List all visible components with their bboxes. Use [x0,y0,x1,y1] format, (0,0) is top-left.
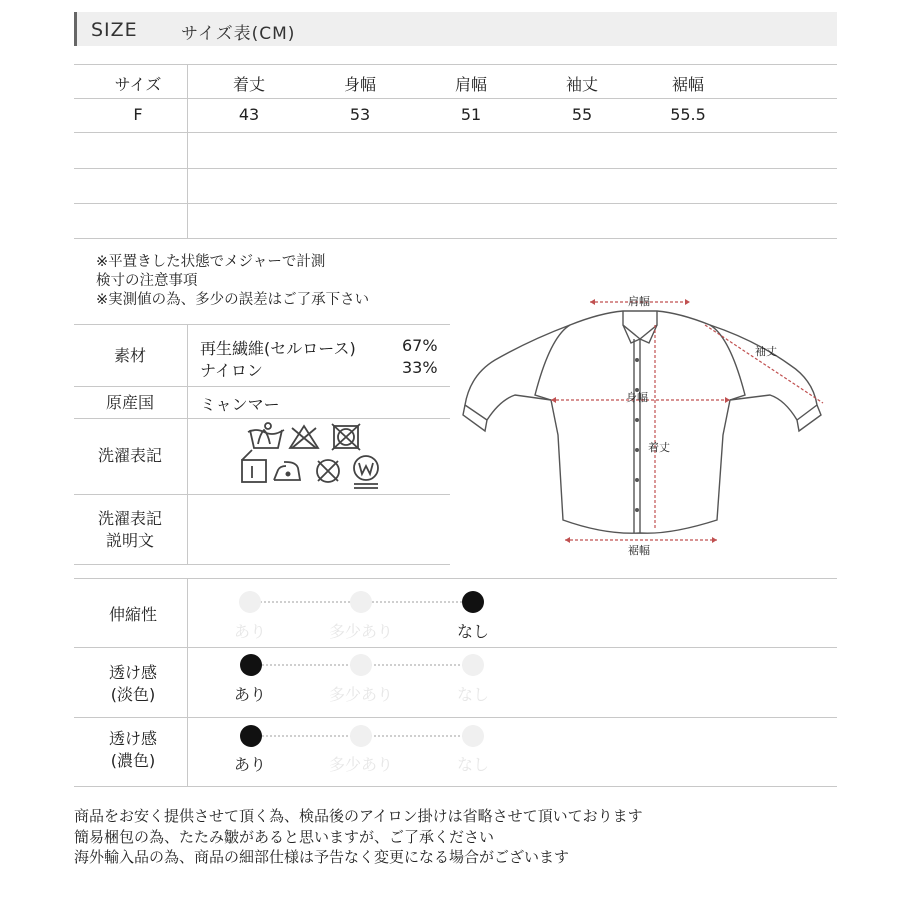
table-divider [74,494,450,495]
scale-dot-yes [240,725,262,747]
iron-low-icon [274,462,300,480]
footer-line: 簡易梱包の為、たたみ皺があると思いますが、ご了承ください [74,828,495,846]
table-divider [74,418,450,419]
table-divider [74,647,837,648]
table-divider [74,98,837,99]
table-cell: 43 [238,105,260,124]
scale-dot-yes [240,654,262,676]
header-cell: 着丈 [232,75,265,94]
scale-option: あり [233,685,266,704]
garment-diagram [455,285,835,565]
table-divider [187,578,188,786]
scale-option: なし [456,685,489,704]
wet-clean-gentle-icon [354,456,378,488]
scale-dot-yes [239,591,261,613]
material-pct: 67% [402,336,438,355]
care-desc-label: 洗濯表記 [97,509,162,528]
table-divider [74,324,450,325]
table-cell: 51 [460,105,482,124]
origin-label: 原産国 [105,393,154,412]
scale-option: なし [456,755,489,774]
hand-wash-icon [248,423,284,448]
header-cell: 肩幅 [454,75,487,94]
table-divider [74,64,837,65]
scale-label: 透け感 [108,729,157,748]
no-dry-clean-icon [317,460,339,482]
scale-option: あり [233,622,266,641]
measure-lines [551,302,823,540]
header-cell: 身幅 [343,75,376,94]
scale-dot-some [350,725,372,747]
table-cell: 55 [571,105,593,124]
note-line: ※実測値の為、多少の誤差はご了承下さい [96,292,370,308]
scale-option: あり [233,755,266,774]
material-pct: 33% [402,358,438,377]
table-divider [74,168,837,169]
header-cell: サイズ [114,75,162,94]
note-line: 検寸の注意事項 [96,273,198,289]
scale-label: 透け感 [108,663,157,682]
table-divider [74,564,450,565]
diagram-shoulder-label: 肩幅 [628,295,650,308]
table-cell: 55.5 [670,105,706,124]
table-divider [74,386,450,387]
scale-label: (淡色) [110,685,156,704]
scale-label: (濃色) [110,751,156,770]
table-divider [74,578,837,579]
footer-line: 海外輸入品の為、商品の細部仕様は予告なく変更になる場合がございます [74,848,570,866]
table-divider [74,238,837,239]
header-cell: 袖丈 [565,75,598,94]
scale-label: 伸縮性 [108,605,157,624]
care-desc-label: 説明文 [105,531,154,550]
header-cell: 裾幅 [671,75,704,94]
table-divider [74,786,837,787]
care-label: 洗濯表記 [97,446,162,465]
table-divider [74,717,837,718]
line-dry-shade-icon [242,450,266,482]
header-subtitle: サイズ表(CM) [181,24,296,44]
material-name: ナイロン [200,361,263,380]
scale-dot-no [462,654,484,676]
scale-option: なし [456,622,489,641]
table-divider [187,324,188,564]
size-header [74,12,837,46]
footer-line: 商品をお安く提供させて頂く為、検品後のアイロン掛けは省略させて頂いております [74,807,643,825]
table-cell: 53 [349,105,371,124]
header-title: SIZE [91,19,138,41]
material-name: 再生繊維(セルロース) [200,339,356,358]
origin-value: ミャンマー [200,395,280,414]
scale-option: 多少あり [328,685,393,704]
scale-dot-no [462,591,484,613]
diagram-length-label: 着丈 [648,441,670,454]
material-label: 素材 [113,346,146,365]
scale-option: 多少あり [328,622,393,641]
diagram-hem-label: 裾幅 [628,544,650,557]
table-divider [74,132,837,133]
no-bleach-icon [290,426,318,448]
button-icons [635,358,639,512]
care-icons [240,420,400,494]
table-cell: F [133,105,143,124]
scale-dot-some [350,591,372,613]
scale-dot-no [462,725,484,747]
diagram-sleeve-label: 袖丈 [755,345,777,358]
note-line: ※平置きした状態でメジャーで計測 [96,254,326,270]
scale-dot-some [350,654,372,676]
no-tumble-dry-icon [332,424,360,450]
scale-option: 多少あり [328,755,393,774]
table-divider [74,203,837,204]
diagram-body-label: 身幅 [626,391,648,404]
